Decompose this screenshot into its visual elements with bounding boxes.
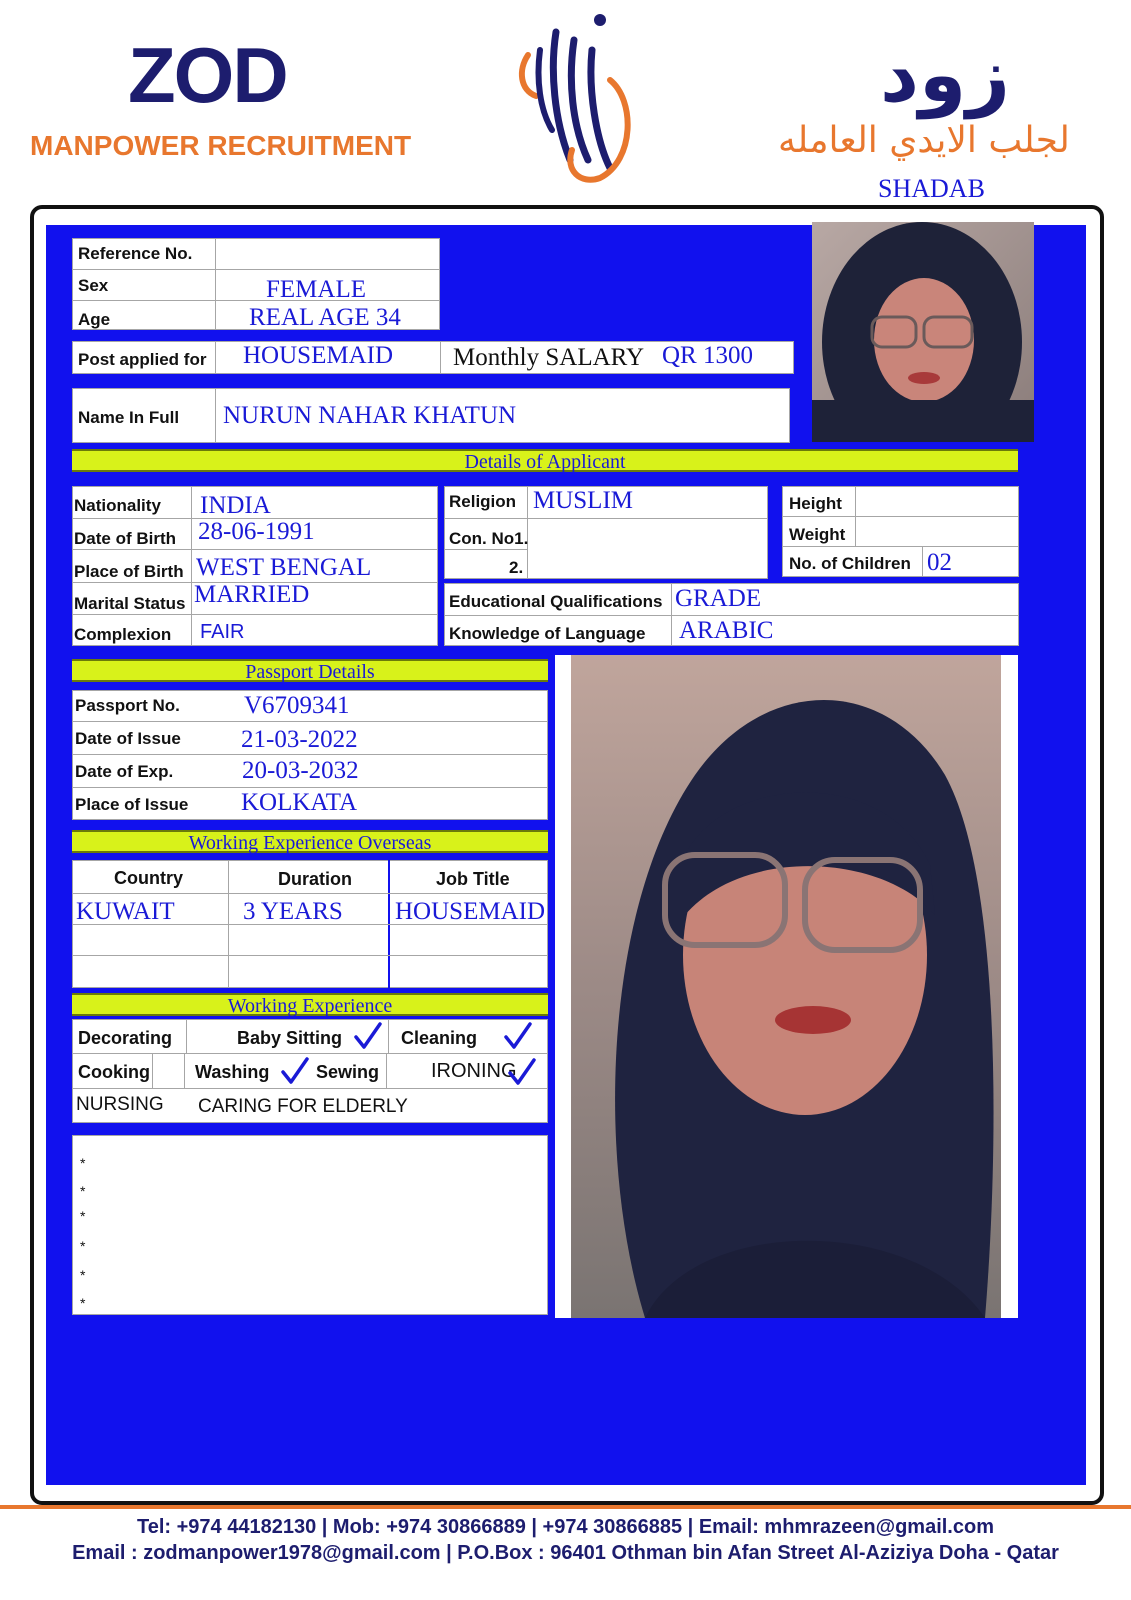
notes-bullet: * <box>80 1208 86 1224</box>
complexion-label: Complexion <box>74 625 172 644</box>
divider <box>72 300 440 301</box>
footer-contact-address: Email : zodmanpower1978@gmail.com | P.O.Box : 96401 Othman bin Afan Street Al-Aziziya Doha - Qatar <box>72 1542 1059 1564</box>
divider <box>444 549 527 550</box>
divider <box>72 1053 548 1054</box>
skill-cleaning: Cleaning <box>401 1028 478 1048</box>
salary-label: Monthly SALARY <box>453 344 645 371</box>
divider <box>72 787 548 788</box>
pob-value: WEST BENGAL <box>196 554 372 581</box>
salary-value: QR 1300 <box>662 342 753 369</box>
name-label: Name In Full <box>78 408 180 427</box>
divider <box>388 1019 389 1053</box>
divider <box>72 721 548 722</box>
pob-label: Place of Birth <box>74 562 184 581</box>
passport-no-label: Passport No. <box>75 696 180 715</box>
divider <box>444 615 1019 616</box>
post-label: Post applied for <box>78 350 207 369</box>
skill-decorating: Decorating <box>78 1028 173 1048</box>
divider <box>184 1053 185 1088</box>
divider <box>72 1088 548 1089</box>
dob-value: 28-06-1991 <box>198 518 315 545</box>
language-value: ARABIC <box>679 617 774 644</box>
divider <box>72 893 548 894</box>
passport-section-header: Passport Details <box>72 659 548 682</box>
exp-date-label: Date of Exp. <box>75 762 174 781</box>
divider <box>72 549 438 550</box>
divider <box>782 546 1019 547</box>
brand-subtitle: MANPOWER RECRUITMENT <box>30 130 412 161</box>
agent-name: SHADAB <box>878 174 985 203</box>
brand-logo-text: ZOD <box>128 31 287 119</box>
name-value: NURUN NAHAR KHATUN <box>223 402 517 429</box>
overseas-country-cell: KUWAIT <box>76 898 175 925</box>
overseas-col-job: Job Title <box>436 869 510 889</box>
skill-sewing: Sewing <box>316 1062 380 1082</box>
age-label: Age <box>78 310 111 329</box>
baby-sitting-check-icon <box>353 1021 383 1051</box>
divider <box>386 1053 387 1088</box>
issue-place-label: Place of Issue <box>75 795 189 814</box>
skill-ironing: IRONING <box>431 1060 517 1082</box>
religion-label: Religion <box>449 492 517 511</box>
education-label: Educational Qualifications <box>449 592 663 611</box>
divider <box>191 486 192 646</box>
language-label: Knowledge of Language <box>449 624 646 643</box>
marital-value: MARRIED <box>194 581 310 608</box>
details-section-header: Details of Applicant <box>72 449 1018 472</box>
ironing-check-icon <box>507 1057 537 1087</box>
contact2-label: 2. <box>509 558 524 577</box>
skill-cooking: Cooking <box>78 1062 150 1082</box>
divider <box>215 238 216 330</box>
notes-box <box>72 1135 548 1315</box>
notes-bullet: * <box>80 1238 86 1254</box>
divider <box>72 754 548 755</box>
sex-value: FEMALE <box>266 276 366 303</box>
complexion-value: FAIR <box>200 621 245 643</box>
overseas-duration-cell: 3 YEARS <box>243 898 343 925</box>
dob-label: Date of Birth <box>74 529 176 548</box>
reference-label: Reference No. <box>78 244 193 263</box>
divider <box>152 1053 153 1088</box>
issue-place-value: KOLKATA <box>241 789 358 816</box>
washing-check-icon <box>280 1056 310 1086</box>
marital-label: Marital Status <box>74 594 186 613</box>
divider <box>922 546 923 577</box>
education-value: GRADE <box>675 585 762 612</box>
divider <box>186 1019 187 1053</box>
footer-contact-phone: Tel: +974 44182130 | Mob: +974 30866889 | +974 30866885 | Email: mhmrazeen@gmail.com <box>137 1516 994 1538</box>
divider <box>782 516 1019 517</box>
overseas-col-duration: Duration <box>278 869 352 889</box>
contact1-label: Con. No1. <box>449 529 529 548</box>
divider <box>72 955 548 956</box>
divider <box>215 341 216 374</box>
height-label: Height <box>789 494 842 513</box>
portrait-photo-large <box>555 655 1018 1318</box>
brand-arabic-subtitle: لجلب الايدي العامله <box>778 120 1070 161</box>
post-value: HOUSEMAID <box>243 342 393 369</box>
divider <box>215 388 216 443</box>
overseas-job-cell: HOUSEMAID <box>395 898 545 925</box>
divider <box>72 614 438 615</box>
notes-bullet: * <box>80 1155 86 1171</box>
nationality-value: INDIA <box>200 492 271 519</box>
nationality-label: Nationality <box>74 496 161 515</box>
cleaning-check-icon <box>503 1021 533 1051</box>
overseas-col-country: Country <box>114 868 183 888</box>
issue-date-label: Date of Issue <box>75 729 181 748</box>
skill-nursing: NURSING <box>76 1094 164 1115</box>
skill-washing: Washing <box>195 1062 270 1082</box>
notes-bullet: * <box>80 1267 86 1283</box>
sex-label: Sex <box>78 276 109 295</box>
age-value: REAL AGE 34 <box>249 304 401 331</box>
religion-value: MUSLIM <box>533 487 634 514</box>
skill-elderly-care: CARING FOR ELDERLY <box>198 1096 408 1117</box>
children-value: 02 <box>927 549 952 576</box>
brand-emblem-icon <box>510 10 640 185</box>
exp-date-value: 20-03-2032 <box>242 757 359 784</box>
children-label: No. of Children <box>789 554 911 573</box>
footer-rule <box>0 1505 1131 1509</box>
issue-date-value: 21-03-2022 <box>241 726 358 753</box>
divider <box>444 518 768 519</box>
notes-bullet: * <box>80 1183 86 1199</box>
portrait-photo-small <box>812 222 1034 442</box>
divider <box>72 269 440 270</box>
brand-arabic-logo: زود <box>880 30 1010 119</box>
experience-section-header: Working Experience <box>72 993 548 1016</box>
passport-no-value: V6709341 <box>244 692 350 719</box>
weight-label: Weight <box>789 525 846 544</box>
notes-bullet: * <box>80 1295 86 1311</box>
overseas-section-header: Working Experience Overseas <box>72 830 548 853</box>
skill-baby-sitting: Baby Sitting <box>237 1028 343 1048</box>
divider <box>440 341 441 374</box>
